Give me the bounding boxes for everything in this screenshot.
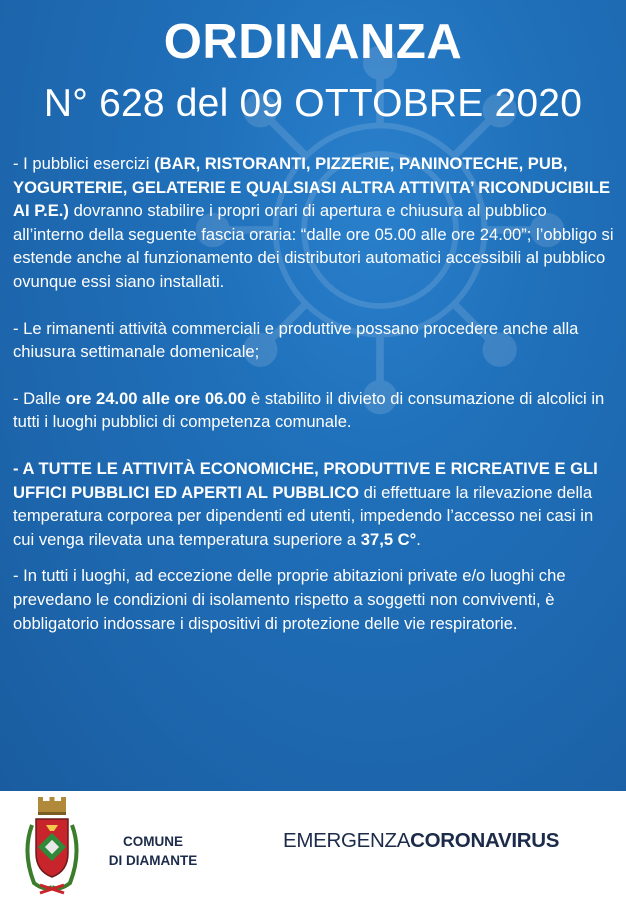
paragraph-bold-text: - A TUTTE LE ATTIVITÀ ECONOMICHE, PRODUTTIVE E RICREATIVE E GLI UFFICI PUBBLICI ED APERTI AL PUBBLICO: [13, 458, 598, 502]
paragraph-text: - Dalle: [13, 388, 66, 408]
municipality-line-1: COMUNE: [123, 834, 183, 849]
campaign-label-bold: CORONAVIRUS: [410, 829, 560, 852]
paragraph-public-businesses: [13, 152, 618, 294]
paragraph-text: è stabilito il divieto di consumazione di alcolici in tutti i luoghi pubblici di competenza comunale.: [13, 388, 605, 432]
paragraph-text: .: [416, 529, 421, 549]
ordinance-title: ORDINANZA: [163, 15, 463, 69]
ordinance-body: [13, 152, 618, 658]
paragraph-other-activities: [13, 317, 618, 364]
ordinance-number-date: N° 628 del 09 OTTOBRE 2020: [43, 82, 583, 125]
paragraph-alcohol-ban: [13, 387, 618, 434]
paragraph-bold-text: (BAR, RISTORANTI, PIZZERIE, PANINOTECHE, PUB, YOGURTERIE, GELATERIE E QUALSIASI ALTRA ATTIVITA’ RICONDUCIBILE AI P.E.): [13, 154, 611, 221]
paragraph-text: - In tutti i luoghi, ad eccezione delle proprie abitazioni private e/o luoghi che prevedano le condizioni di isolamento rispetto a soggetti non conviventi, è obbligatorio indossare i dispositivi di protezione delle vie respiratorie.: [13, 566, 566, 633]
temperature-threshold: 37,5 C°: [360, 529, 417, 549]
paragraph-bold-text: ore 24.00 alle ore 06.00: [65, 388, 247, 408]
paragraph-text: - Le rimanenti attività commerciali e produttive possano procedere anche alla chiusura settimanale domenicale;: [13, 318, 579, 362]
paragraph-text: di effettuare la rilevazione della temperatura corporea per dipendenti ed utenti, impedendo l’accesso nei casi in cui venga rilevata una temperatura superiore a: [13, 482, 594, 549]
paragraph-text: dovranno stabilire i propri orari di apertura e chiusura al pubblico all’interno della seguente fascia oraria: “dalle ore 05.00 alle ore 24.00”; l’obbligo si estende anche al funzionamento dei distributori automatici accessibili al pubblico ovunque essi siano installati.: [13, 201, 614, 291]
paragraph-temperature-check: [13, 457, 618, 551]
paragraph-mask-requirement: [13, 564, 618, 635]
municipality-name: [98, 832, 208, 870]
footer: [0, 791, 626, 900]
campaign-label-light: EMERGENZA: [283, 829, 411, 852]
municipality-line-2: DI DIAMANTE: [108, 853, 198, 868]
diamante-coat-of-arms-icon: [20, 797, 84, 897]
paragraph-text: - I pubblici esercizi: [13, 154, 155, 173]
campaign-label: [283, 829, 559, 853]
